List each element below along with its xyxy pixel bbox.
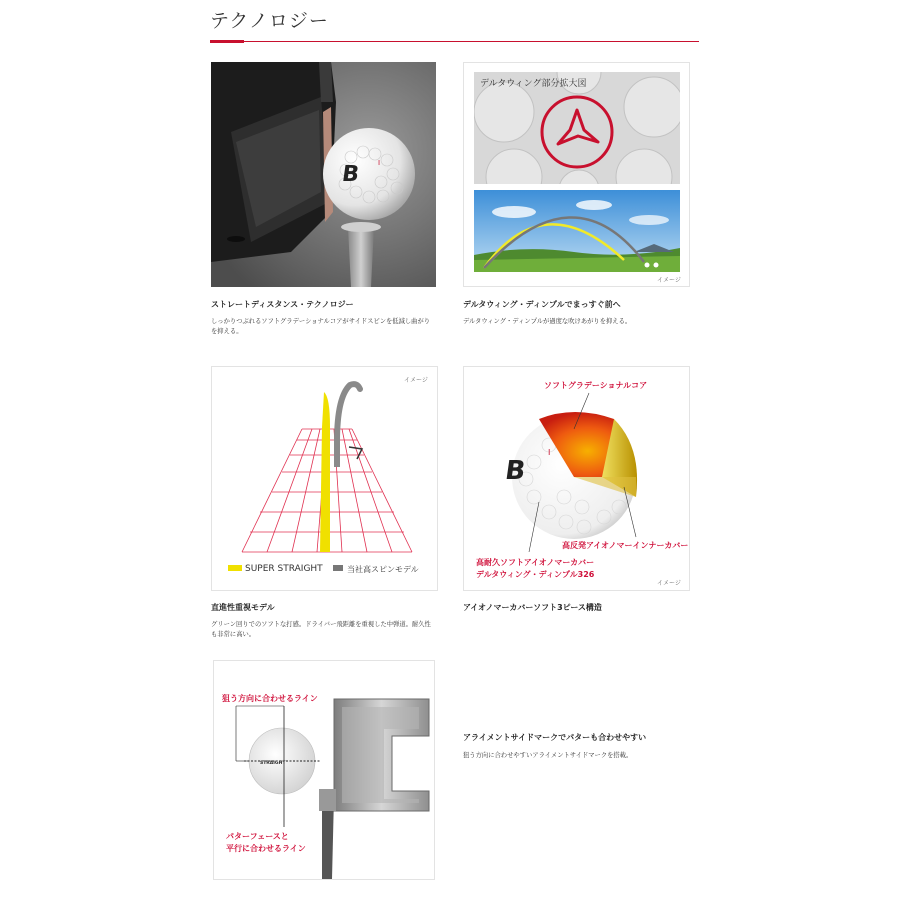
svg-text:I: I [548,448,551,457]
trajectory-grid-panel [211,366,438,591]
legend-label-super-straight: SUPER STRAIGHT [245,564,323,574]
label-outer-cover: 高耐久ソフトアイオノマーカバー [476,558,595,567]
ball-brand-logo: B [340,161,361,187]
zoom-label: デルタウィング部分拡大図 [480,79,587,89]
title-divider-accent [210,40,244,43]
deltawing-panel [463,62,690,287]
item3-title: 直進性重視モデル [211,603,275,612]
driver-ball-illustration [211,62,436,287]
label-face-line-2: 平行に合わせるライン [226,844,306,853]
label-inner-cover: 高反発アイオノマーインナーカバー [562,541,689,550]
item4-title: アイオノマーカバーソフト3ピース構造 [463,603,602,612]
item5-title: アライメントサイドマークでパターも合わせやすい [463,733,647,742]
legend-label-high-spin: 当社高スピンモデル [347,565,419,574]
ball-structure-panel [463,366,690,591]
label-core: ソフトグラデーショナルコア [544,381,648,390]
label-face-line-1: パターフェースと [226,832,289,841]
label-aim-line: 狙う方向に合わせるライン [222,694,318,703]
trajectory-grid-illustration [212,367,437,590]
item1-desc: しっかりつぶれるソフトグラデーショナルコアがサイドスピンを低減し曲がりを抑える。 [211,318,431,335]
svg-text:B: B [503,456,528,486]
driver-ball-photo [211,62,436,287]
legend-swatch-super-straight [228,565,242,571]
trajectory-photo [474,190,680,272]
image-note: イメージ [657,277,681,284]
item1-title: ストレートディスタンス・テクノロジー [211,300,354,309]
ball-straight-mark: STRAIGHT [260,761,286,766]
image-note: イメージ [404,377,428,384]
title-divider [210,41,699,42]
item2-title: デルタウィング・ディンプルでまっすぐ前へ [463,300,621,309]
image-note: イメージ [657,580,681,587]
trajectory-illustration [474,190,680,272]
item5-desc: 狙う方向に合わせやすいアライメントサイドマークを搭載。 [463,752,633,759]
section-title: テクノロジー [210,10,329,32]
item3-desc: グリーン回りでのソフトな打感。ドライバー飛距離を重視した中弾道。耐久性も非常に高い。 [211,621,431,638]
label-dimple: デルタウィング・ディンプル326 [476,570,595,579]
dimple-closeup [474,72,680,184]
item2-desc: デルタウィング・ディンプルが過度な吹けあがりを抑える。 [463,318,632,325]
legend-swatch-high-spin [333,565,343,571]
svg-text:I: I [378,159,381,167]
putter-panel [213,660,435,880]
